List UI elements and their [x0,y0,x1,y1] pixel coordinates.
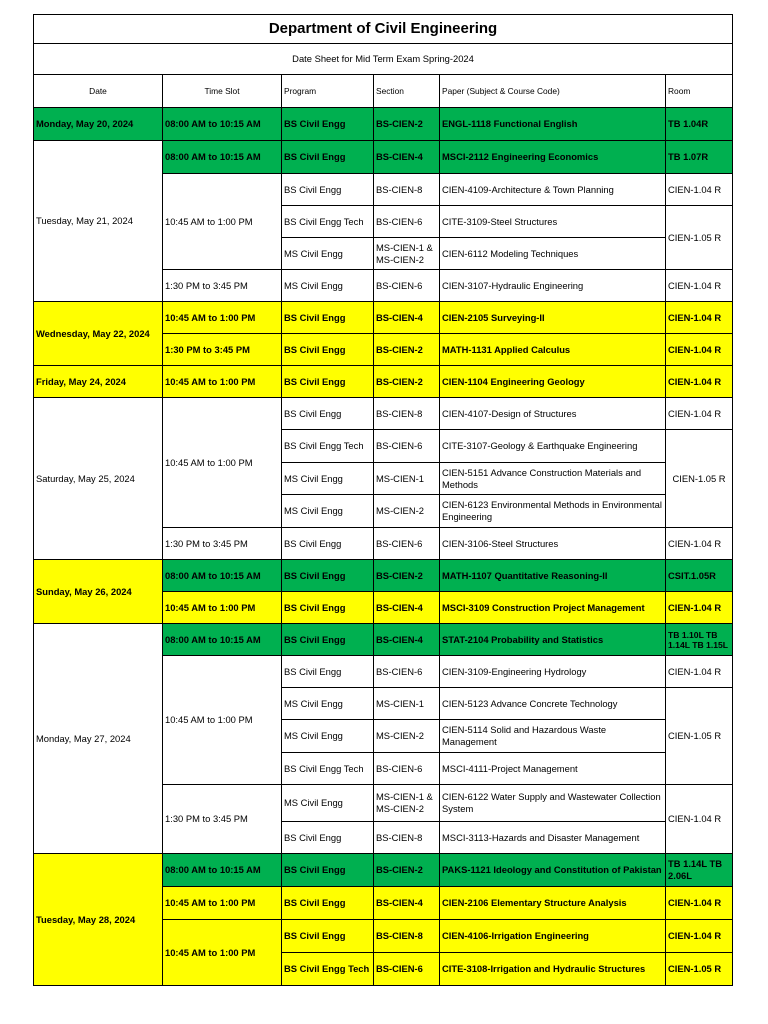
room-cell: CIEN-1.04 R [666,174,733,206]
paper-cell: MATH-1131 Applied Calculus [440,334,666,366]
section-cell: BS-CIEN-6 [374,270,440,302]
program-cell: BS Civil Engg [282,920,374,953]
room-cell: CIEN-1.04 R [666,592,733,624]
room-cell: CIEN-1.05 R [666,430,733,528]
time-slot-cell: 10:45 AM to 1:00 PM [163,174,282,270]
room-cell: CIEN-1.04 R [666,366,733,398]
date-cell: Tuesday, May 21, 2024 [34,141,163,302]
table-row [34,366,733,398]
room-cell: CIEN-1.05 R [666,953,733,986]
table-row [34,398,733,430]
section-cell: BS-CIEN-8 [374,174,440,206]
room-cell: CIEN-1.05 R [666,206,733,270]
time-slot-cell: 10:45 AM to 1:00 PM [163,592,282,624]
paper-cell: MATH-1107 Quantitative Reasoning-II [440,560,666,592]
time-slot-cell: 08:00 AM to 10:15 AM [163,854,282,887]
paper-cell: CIEN-4106-Irrigation Engineering [440,920,666,953]
room-cell: TB 1.14L TB 2.06L [666,854,733,887]
room-cell: CIEN-1.04 R [666,270,733,302]
time-slot-cell: 10:45 AM to 1:00 PM [163,920,282,986]
time-slot-cell: 10:45 AM to 1:00 PM [163,366,282,398]
room-cell: TB 1.07R [666,141,733,174]
section-cell: BS-CIEN-2 [374,854,440,887]
paper-cell: CIEN-6123 Environmental Methods in Environmental Engineering [440,495,666,528]
program-cell: MS Civil Engg [282,270,374,302]
section-cell: BS-CIEN-8 [374,822,440,854]
section-cell: BS-CIEN-2 [374,334,440,366]
header-date: Date [34,75,163,108]
section-cell: MS-CIEN-1 & MS-CIEN-2 [374,238,440,270]
time-slot-cell: 1:30 PM to 3:45 PM [163,785,282,854]
program-cell: BS Civil Engg [282,560,374,592]
program-cell: BS Civil Engg [282,887,374,920]
paper-cell: CIEN-2105 Surveying-II [440,302,666,334]
table-row [34,108,733,141]
table-row [34,560,733,592]
program-cell: BS Civil Engg [282,624,374,656]
program-cell: BS Civil Engg Tech [282,953,374,986]
paper-cell: MSCI-2112 Engineering Economics [440,141,666,174]
time-slot-cell: 10:45 AM to 1:00 PM [163,302,282,334]
program-cell: BS Civil Engg [282,656,374,688]
paper-cell: CITE-3107-Geology & Earthquake Engineering [440,430,666,463]
paper-cell: CIEN-2106 Elementary Structure Analysis [440,887,666,920]
room-cell: CIEN-1.04 R [666,302,733,334]
header-row [34,75,733,108]
section-cell: BS-CIEN-6 [374,528,440,560]
table-row [34,624,733,656]
program-cell: MS Civil Engg [282,720,374,753]
section-cell: BS-CIEN-4 [374,887,440,920]
section-cell: BS-CIEN-4 [374,624,440,656]
paper-cell: ENGL-1118 Functional English [440,108,666,141]
section-cell: BS-CIEN-8 [374,920,440,953]
section-cell: BS-CIEN-6 [374,656,440,688]
program-cell: BS Civil Engg [282,822,374,854]
time-slot-cell: 08:00 AM to 10:15 AM [163,624,282,656]
page-subtitle: Date Sheet for Mid Term Exam Spring-2024 [34,44,733,75]
room-cell: CIEN-1.04 R [666,398,733,430]
program-cell: BS Civil Engg [282,592,374,624]
time-slot-cell: 1:30 PM to 3:45 PM [163,334,282,366]
section-cell: BS-CIEN-4 [374,302,440,334]
paper-cell: CIEN-3106-Steel Structures [440,528,666,560]
paper-cell: CIEN-3109-Engineering Hydrology [440,656,666,688]
date-cell: Sunday, May 26, 2024 [34,560,163,624]
program-cell: BS Civil Engg [282,366,374,398]
time-slot-cell: 08:00 AM to 10:15 AM [163,108,282,141]
paper-cell: CIEN-6122 Water Supply and Wastewater Collection System [440,785,666,822]
section-cell: MS-CIEN-1 & MS-CIEN-2 [374,785,440,822]
paper-cell: CIEN-4107-Design of Structures [440,398,666,430]
program-cell: BS Civil Engg [282,108,374,141]
table-row [34,141,733,174]
date-sheet-table [33,14,733,986]
date-cell: Monday, May 20, 2024 [34,108,163,141]
paper-cell: CIEN-6112 Modeling Techniques [440,238,666,270]
program-cell: BS Civil Engg [282,302,374,334]
room-cell: CIEN-1.04 R [666,528,733,560]
room-cell: CIEN-1.04 R [666,785,733,854]
time-slot-cell: 1:30 PM to 3:45 PM [163,528,282,560]
time-slot-cell: 10:45 AM to 1:00 PM [163,398,282,528]
program-cell: BS Civil Engg [282,174,374,206]
date-cell: Friday, May 24, 2024 [34,366,163,398]
header-section: Section [374,75,440,108]
paper-cell: CIEN-5151 Advance Construction Materials and Methods [440,463,666,495]
section-cell: BS-CIEN-2 [374,108,440,141]
paper-cell: CIEN-5114 Solid and Hazardous Waste Management [440,720,666,753]
section-cell: BS-CIEN-4 [374,592,440,624]
paper-cell: CITE-3109-Steel Structures [440,206,666,238]
section-cell: BS-CIEN-6 [374,753,440,785]
room-cell: TB 1.10L TB 1.14L TB 1.15L [666,624,733,656]
room-cell: CIEN-1.04 R [666,656,733,688]
program-cell: MS Civil Engg [282,688,374,720]
section-cell: BS-CIEN-4 [374,141,440,174]
program-cell: BS Civil Engg [282,141,374,174]
paper-cell: MSCI-3109 Construction Project Management [440,592,666,624]
time-slot-cell: 1:30 PM to 3:45 PM [163,270,282,302]
section-cell: BS-CIEN-6 [374,430,440,463]
header-program: Program [282,75,374,108]
section-cell: MS-CIEN-2 [374,720,440,753]
date-cell: Tuesday, May 28, 2024 [34,854,163,986]
program-cell: BS Civil Engg [282,334,374,366]
room-cell: CIEN-1.04 R [666,887,733,920]
time-slot-cell: 08:00 AM to 10:15 AM [163,560,282,592]
section-cell: MS-CIEN-1 [374,463,440,495]
program-cell: BS Civil Engg Tech [282,430,374,463]
room-cell: TB 1.04R [666,108,733,141]
section-cell: MS-CIEN-2 [374,495,440,528]
date-cell: Monday, May 27, 2024 [34,624,163,854]
section-cell: BS-CIEN-6 [374,206,440,238]
program-cell: BS Civil Engg Tech [282,753,374,785]
program-cell: MS Civil Engg [282,238,374,270]
room-cell: CIEN-1.04 R [666,334,733,366]
table-row [34,854,733,887]
program-cell: BS Civil Engg [282,854,374,887]
section-cell: BS-CIEN-6 [374,953,440,986]
program-cell: MS Civil Engg [282,495,374,528]
header-time-slot: Time Slot [163,75,282,108]
section-cell: MS-CIEN-1 [374,688,440,720]
section-cell: BS-CIEN-8 [374,398,440,430]
date-cell: Wednesday, May 22, 2024 [34,302,163,366]
page-title: Department of Civil Engineering [34,15,733,44]
time-slot-cell: 08:00 AM to 10:15 AM [163,141,282,174]
table-row [34,302,733,334]
paper-cell: MSCI-3113-Hazards and Disaster Management [440,822,666,854]
paper-cell: CIEN-1104 Engineering Geology [440,366,666,398]
program-cell: BS Civil Engg [282,398,374,430]
program-cell: BS Civil Engg Tech [282,206,374,238]
program-cell: BS Civil Engg [282,528,374,560]
header-paper: Paper (Subject & Course Code) [440,75,666,108]
paper-cell: MSCI-4111-Project Management [440,753,666,785]
time-slot-cell: 10:45 AM to 1:00 PM [163,887,282,920]
section-cell: BS-CIEN-2 [374,366,440,398]
section-cell: BS-CIEN-2 [374,560,440,592]
header-room: Room [666,75,733,108]
date-cell: Saturday, May 25, 2024 [34,398,163,560]
time-slot-cell: 10:45 AM to 1:00 PM [163,656,282,785]
paper-cell: CIEN-5123 Advance Concrete Technology [440,688,666,720]
program-cell: MS Civil Engg [282,785,374,822]
room-cell: CIEN-1.05 R [666,688,733,785]
room-cell: CSIT.1.05R [666,560,733,592]
program-cell: MS Civil Engg [282,463,374,495]
paper-cell: CIEN-3107-Hydraulic Engineering [440,270,666,302]
paper-cell: STAT-2104 Probability and Statistics [440,624,666,656]
paper-cell: CITE-3108-Irrigation and Hydraulic Structures [440,953,666,986]
room-cell: CIEN-1.04 R [666,920,733,953]
paper-cell: CIEN-4109-Architecture & Town Planning [440,174,666,206]
paper-cell: PAKS-1121 Ideology and Constitution of Pakistan [440,854,666,887]
